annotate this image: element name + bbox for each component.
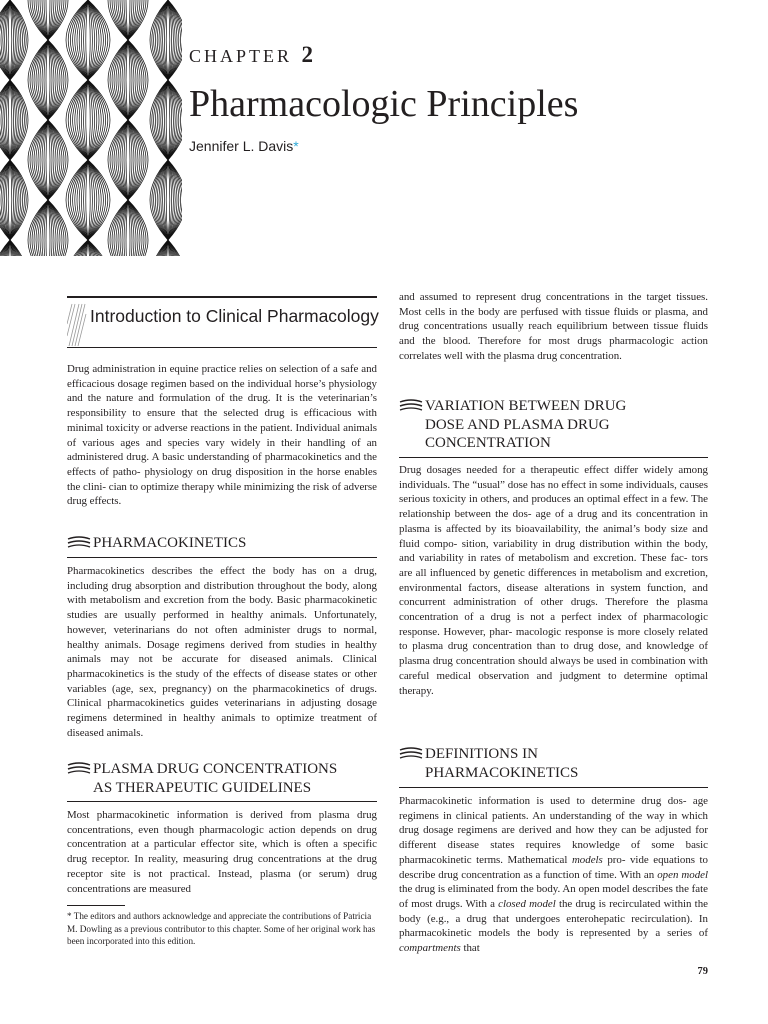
- definitions-text-2: pro- vide equations to describe drug concentration as a function of time. With an: [399, 853, 708, 881]
- intro-paragraph: Drug administration in equine practice relies on selection of a safe and efficacious dosage regimen based on the individual horse’s physiology and the nature and formulation of the drug. It is the veterinarian’s responsibility to ensure that the selected drug is efficacious with minimal toxicity or adverse reactions in the patient. Individual animals of various ages and species vary widely in their handling of an administered drug. A basic understanding of pharmacokinetics and the effects of patho- physiology on drug disposition in the horse enables the clini- cian to optimize therapy while minimizing the risk of adverse drug effects.: [67, 363, 377, 508]
- variation-paragraph: Drug dosages needed for a therapeutic effect differ widely among individuals. The “usual” dose has no effect in some individuals, causes serious toxicity in others, and produces an optimal effect in a few. The relationship between the dos- age of a drug and its concentration in plasma is affected by its bioavailability, the animal’s body size and fluid compo- sition, variability in drug distribution within the body, and variability in rates of metabolism and excretion. These fac- tors are all influenced by genetic differences in metabolism and excretion, environmental factors, disease alterations in system function, and concurrent administration of other drugs. Therefore the plasma concentration of a drug is not a perfect index of pharmacologic response. However, phar- macologic response is more closely related to plasma drug concentration than to drug dose, and knowledge of plasma drug concentration should always be used in combination with careful medical observation and judgment to determine optimal therapy.: [399, 464, 708, 697]
- definitions-term-compartments: compartments: [399, 942, 461, 955]
- definitions-heading-line2: PHARMACOKINETICS: [425, 764, 579, 781]
- section-swash-icon: [399, 399, 423, 413]
- continuation-paragraph: and assumed to represent drug concentrations in the target tissues. Most cells in the body are perfused with tissue fluids or plasma, and drug concentrations usually reach equilibrium between tissue fluids and the blood. Therefore for most drugs pharmacologic action correlates well with the plasma drug concentration.: [399, 291, 708, 362]
- definitions-term-open-model: open model: [657, 868, 708, 881]
- pharmacokinetics-rule: [67, 557, 377, 558]
- plasma-paragraph: Most pharmacokinetic information is derived from plasma drug concentrations, even though pharmacologic action depends on drug concentration at a particular effector site, which is often a specific drug receptor. In reality, measuring drug concentrations at the drug receptor site is not practical. Instead, plasma (or serum) drug concentrations are measured: [67, 809, 377, 895]
- page-number: 79: [697, 966, 708, 977]
- footnote: * The editors and authors acknowledge and appreciate the contributions of Patricia M. Dowling as a previous contributor to this chapter. Some of her original work has been incorporated into this edition.: [67, 911, 376, 947]
- section-swash-icon: [399, 747, 423, 761]
- definitions-heading: [399, 745, 708, 782]
- definitions-term-closed-model: closed model: [498, 897, 556, 910]
- definitions-rule: [399, 787, 708, 788]
- variation-heading-line1: VARIATION BETWEEN DRUG: [425, 398, 627, 414]
- chapter-word: CHAPTER: [189, 46, 293, 66]
- hatch-icon: [67, 302, 87, 348]
- chapter-number: 2: [301, 42, 314, 67]
- definitions-heading-line1: DEFINITIONS IN: [425, 746, 538, 762]
- intro-section-header: [67, 296, 377, 348]
- pharmacokinetics-heading: [67, 534, 377, 553]
- footnote-rule: [67, 905, 125, 906]
- section-swash-icon: [67, 762, 91, 776]
- definitions-paragraph: [399, 794, 708, 956]
- plasma-heading: [67, 760, 377, 797]
- definitions-text-5: that: [460, 942, 480, 955]
- section-swash-icon: [67, 536, 91, 550]
- definitions-text-1: Pharmacokinetic information is used to determine drug dos- age regimens in clinical patients. An understanding of the way in which drug dosage regimens are derived and how they can be adjusted for different disease states requires knowledge of some basic pharmacokinetic terms. Mathematical: [399, 795, 708, 866]
- definitions-term-models: models: [571, 853, 603, 866]
- chapter-banner-art: [0, 0, 182, 256]
- variation-rule: [399, 457, 708, 458]
- author-line: [189, 138, 299, 154]
- definitions-text-3: the drug is eliminated from the body. An open model describes the fate of most drugs. With a: [399, 883, 708, 910]
- author-footnote-mark: *: [293, 138, 299, 154]
- chapter-title: Pharmacologic Principles: [189, 83, 579, 125]
- chapter-label: [189, 42, 313, 68]
- definitions-text-4: the drug is recirculated within the body (e.g., a drug that undergoes enterohepatic recirculation). In pharmacokinetic models the body is represented by a series of: [399, 897, 708, 940]
- variation-heading: [399, 397, 708, 453]
- variation-heading-line3: CONCENTRATION: [425, 435, 551, 451]
- variation-heading-line2: DOSE AND PLASMA DRUG: [425, 416, 610, 433]
- pharmacokinetics-heading-text: PHARMACOKINETICS: [93, 535, 247, 551]
- pharmacokinetics-paragraph: Pharmacokinetics describes the effect the body has on a drug, including drug absorption and distribution throughout the body, along with metabolism and excretion from the body. Basic pharmacokinetic studies are usually performed in healthy animals. Unfortunately, however, veterinarians do not often administer drugs to normal, healthy animals. Dosage regimens derived from studies in healthy animals may not be accurate for diseased animals. Clinical pharmacokinetics is the study of the effects of disease states or other variables (age, sex, pregnancy) on the pharmacokinetics of drugs. Clinical pharmacokinetics guides veterinarians in adjusting dosage regimens determined in healthy animals to optimize treatment of diseased animals.: [67, 565, 377, 739]
- plasma-heading-line2: AS THERAPEUTIC GUIDELINES: [93, 779, 312, 796]
- intro-section-title: Introduction to Clinical Pharmacology: [90, 306, 379, 326]
- plasma-rule: [67, 801, 377, 802]
- plasma-heading-line1: PLASMA DRUG CONCENTRATIONS: [93, 761, 338, 777]
- author-name: Jennifer L. Davis: [189, 138, 294, 154]
